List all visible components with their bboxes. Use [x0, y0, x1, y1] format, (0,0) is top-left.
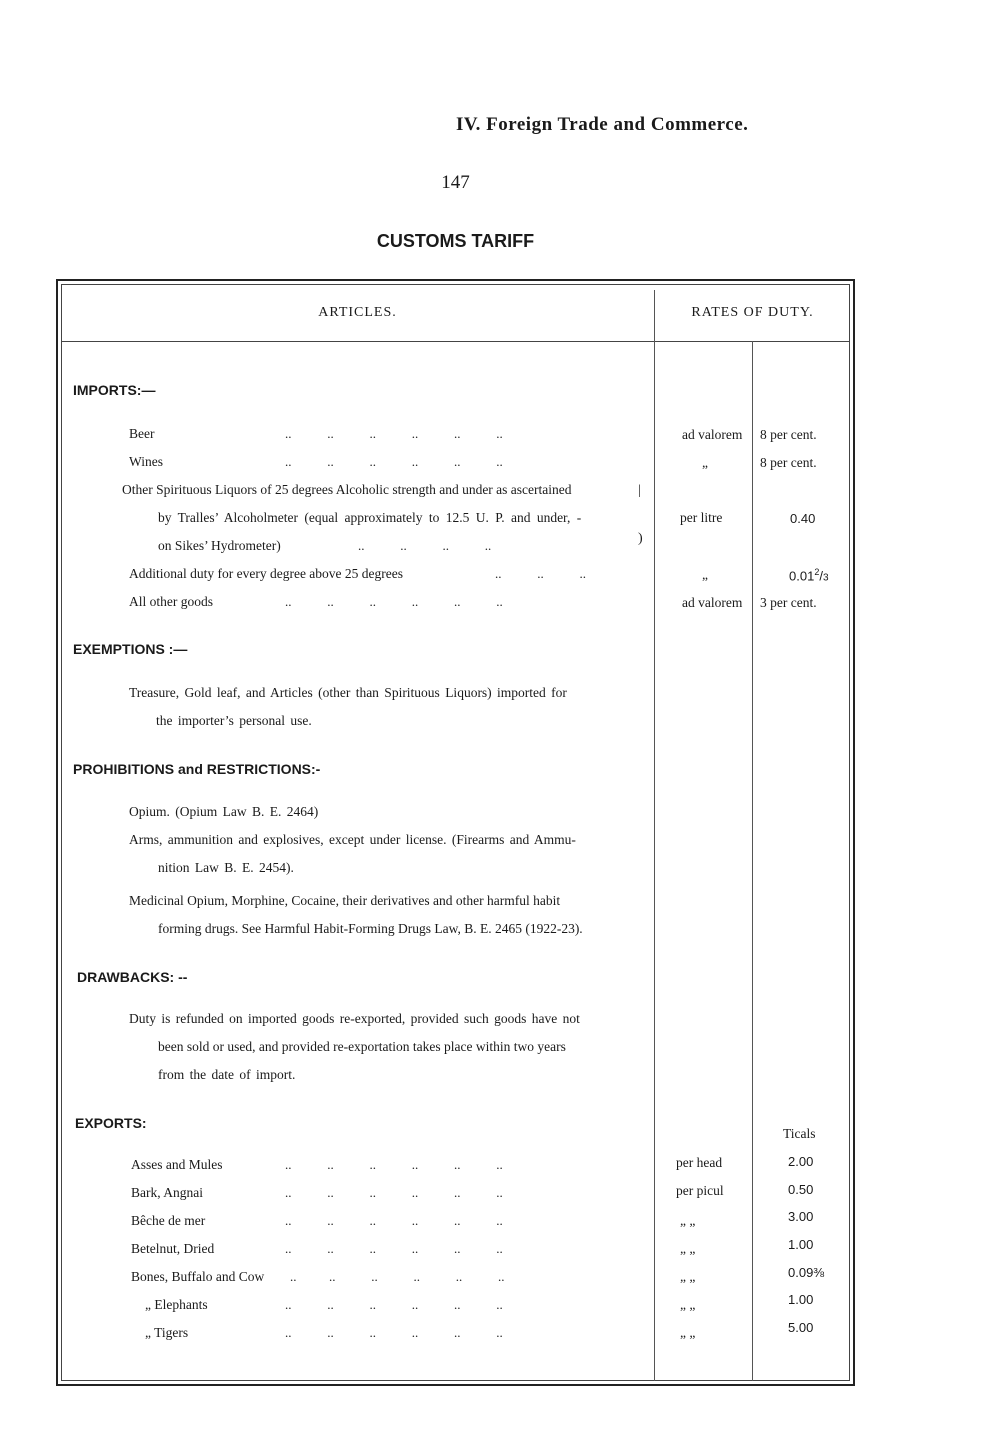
column-divider-rates: [752, 341, 753, 1381]
column-header-articles: ARTICLES.: [318, 305, 397, 320]
leader-dots: .. .. ..: [495, 566, 586, 581]
import-article-wines: Wines: [129, 454, 163, 469]
prohibition-opium: Opium. (Opium Law B. E. 2464): [129, 804, 319, 819]
import-basis-spirits: per litre: [680, 510, 723, 525]
page-number: 147: [441, 172, 470, 193]
leader-dots: .. .. .. .. .. ..: [285, 1241, 503, 1256]
drawbacks-text-line2: been sold or used, and provided re-exportation takes place within two years: [158, 1039, 566, 1054]
prohibition-arms-line1: Arms, ammunition and explosives, except under license. (Firearms and Ammu-: [129, 832, 576, 847]
export-basis-bones-buffalo: „ „: [680, 1269, 696, 1284]
leader-dots: .. .. .. ..: [358, 538, 492, 553]
exemptions-text-line2: the importer’s personal use.: [156, 713, 312, 728]
export-rate-bones-buffalo: 0.09⅜: [788, 1265, 825, 1280]
leader-dots: .. .. .. .. .. ..: [285, 1157, 503, 1172]
export-article-beche-de-mer: Bêche de mer: [131, 1213, 206, 1228]
leader-dots: .. .. .. .. .. ..: [285, 1297, 503, 1312]
import-basis-additional-duty: „: [702, 567, 708, 582]
export-article-betelnut: Betelnut, Dried: [131, 1241, 215, 1256]
leader-dots: .. .. .. .. .. ..: [285, 1213, 503, 1228]
export-basis-bones-elephants: „ „: [680, 1297, 696, 1312]
leader-dots: .. .. .. .. .. ..: [285, 426, 503, 441]
import-article-spirits-line3: on Sikes’ Hydrometer): [158, 538, 281, 553]
import-basis-beer: ad valorem: [682, 427, 743, 442]
page-title: CUSTOMS TARIFF: [376, 231, 535, 251]
section-heading-drawbacks: DRAWBACKS: --: [77, 969, 188, 985]
section-heading-prohibitions: PROHIBITIONS and RESTRICTIONS:-: [73, 761, 321, 777]
export-basis-bones-tigers: „ „: [680, 1325, 696, 1340]
export-basis-betelnut: „ „: [680, 1241, 696, 1256]
export-article-bones-buffalo: Bones, Buffalo and Cow: [131, 1269, 265, 1284]
import-article-beer: Beer: [129, 426, 155, 441]
import-basis-all-other: ad valorem: [682, 595, 743, 610]
running-header: IV. Foreign Trade and Commerce.: [456, 114, 749, 135]
import-article-additional-duty: Additional duty for every degree above 25 degrees: [129, 566, 404, 581]
import-article-all-other: All other goods: [129, 594, 213, 609]
section-heading-imports: IMPORTS:—: [73, 382, 156, 398]
export-article-asses: Asses and Mules: [131, 1157, 223, 1172]
exemptions-text-line1: Treasure, Gold leaf, and Articles (other than Spirituous Liquors) imported for: [129, 685, 567, 700]
export-rate-asses: 2.00: [788, 1154, 814, 1169]
export-basis-beche-de-mer: „ „: [680, 1213, 696, 1228]
drawbacks-text-line3: from the date of import.: [158, 1067, 296, 1082]
brace-bottom: ): [638, 531, 643, 546]
leader-dots: .. .. .. .. .. ..: [285, 594, 503, 609]
prohibition-drugs-line2: forming drugs. See Harmful Habit-Forming Drugs Law, B. E. 2465 (1922-23).: [158, 921, 583, 936]
header-divider: [61, 341, 850, 342]
import-article-spirits-line2: by Tralles’ Alcoholmeter (equal approximately to 12.5 U. P. and under, -: [158, 510, 582, 525]
export-article-bones-tigers: „ Tigers: [145, 1325, 189, 1340]
currency-label: Ticals: [783, 1126, 816, 1141]
import-rate-beer: 8 per cent.: [760, 427, 817, 442]
prohibition-arms-line2: nition Law B. E. 2454).: [158, 860, 294, 875]
export-rate-bark: 0.50: [788, 1182, 814, 1197]
import-rate-all-other: 3 per cent.: [760, 595, 817, 610]
drawbacks-text-line1: Duty is refunded on imported goods re-exported, provided such goods have not: [129, 1011, 580, 1026]
import-rate-wines: 8 per cent.: [760, 455, 817, 470]
export-article-bark: Bark, Angnai: [131, 1185, 203, 1200]
prohibition-drugs-line1: Medicinal Opium, Morphine, Cocaine, their derivatives and other harmful habit: [129, 893, 561, 908]
column-divider-articles: [654, 290, 655, 1381]
export-rate-bones-tigers: 5.00: [788, 1320, 814, 1335]
section-heading-exports: EXPORTS:: [75, 1115, 147, 1131]
export-rate-beche-de-mer: 3.00: [788, 1209, 814, 1224]
leader-dots: .. .. .. .. .. ..: [285, 1185, 503, 1200]
section-heading-exemptions: EXEMPTIONS :—: [73, 641, 188, 657]
import-rate-additional-duty: 0.01$^2$/3: [789, 567, 829, 584]
export-basis-bark: per picul: [676, 1183, 724, 1198]
export-rate-betelnut: 1.00: [788, 1237, 814, 1252]
brace-top: |: [638, 483, 641, 498]
import-article-spirits-line1: Other Spirituous Liquors of 25 degrees Alcoholic strength and under as ascertained: [122, 482, 572, 497]
import-basis-wines: „: [702, 455, 708, 470]
leader-dots: .. .. .. .. .. ..: [285, 454, 503, 469]
export-article-bones-elephants: „ Elephants: [145, 1297, 208, 1312]
leader-dots: .. .. .. .. .. ..: [290, 1269, 505, 1284]
export-rate-bones-elephants: 1.00: [788, 1292, 814, 1307]
column-header-rates: RATES OF DUTY.: [691, 305, 814, 320]
leader-dots: .. .. .. .. .. ..: [285, 1325, 503, 1340]
import-rate-spirits: 0.40: [790, 511, 816, 526]
export-basis-asses: per head: [676, 1155, 723, 1170]
